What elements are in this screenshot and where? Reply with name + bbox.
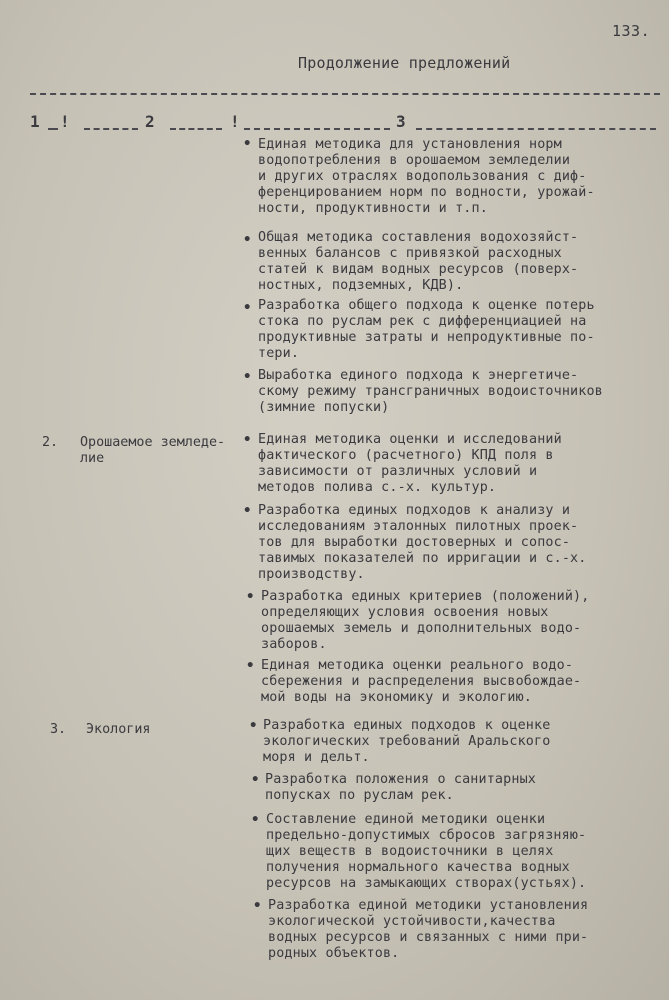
list-item: Разработка положения о санитарных попусках по руслам рек. (265, 772, 536, 803)
column-header-3: 3 (396, 112, 406, 131)
list-item: Выработка единого подхода к энергетиче- скому режиму трансграничных водоисточников (зимние попуски) (258, 368, 603, 415)
section-name: Экология (86, 722, 151, 737)
list-item: Составление единой методики оценки предельно-допустимых сбросов загрязняю- щих веществ в водоисточники в целях получения нормального качества водных ресурсов на замыкающих створах(устьях). (266, 812, 587, 891)
bullet-icon: • (246, 589, 255, 605)
page-number: 133. (612, 22, 651, 40)
column-separator: ! (60, 112, 70, 131)
column-rule (244, 128, 390, 130)
list-item: Разработка единых подходов к анализу и исследованиям эталонных пилотных проек- тов для выработки достоверных и сопос- тавимых показателей по ирригации и с.-х. производству. (258, 503, 587, 582)
bullet-icon: • (243, 369, 252, 385)
column-rule (170, 128, 222, 130)
column-rule (416, 128, 656, 130)
column-header-1: 1 (30, 112, 40, 131)
bullet-icon: • (251, 812, 260, 828)
list-item: Разработка единой методики установления экологической устойчивости,качества водных ресурсов и связанных с ними при- родных объектов. (268, 898, 589, 961)
section-number: 2. (42, 435, 59, 450)
page-title: Продолжение предложений (298, 54, 511, 72)
column-separator: ! (230, 112, 240, 131)
bullet-icon: • (243, 432, 252, 448)
bullet-icon: • (243, 503, 252, 519)
column-rule (84, 128, 138, 130)
bullet-icon: • (246, 658, 255, 674)
list-item: Единая методика оценки и исследований фактического (расчетного) КПД поля в зависимости от различных условий и методов полива с.-х. культур. (258, 432, 562, 495)
section-name: Орошаемое земледе- лие (80, 435, 226, 466)
list-item: Разработка единых подходов к оценке экологических требований Аральского моря и дельт. (263, 718, 551, 765)
bullet-icon: • (243, 136, 252, 152)
bullet-icon: • (253, 898, 262, 914)
list-item: Разработка общего подхода к оценке потерь стока по руслам рек с дифференциацией на продуктивные затраты и непродуктивные по- тери. (258, 298, 595, 361)
list-item: Разработка единых критериев (положений), определяющих условия освоения новых орошаемых земель и дополнительных водо- заборов. (261, 589, 590, 652)
bullet-icon: • (251, 772, 260, 788)
column-rule (48, 128, 58, 130)
bullet-icon: • (243, 300, 252, 316)
list-item: Общая методика составления водохозяйст- венных балансов с привязкой расходных статей к видам водных ресурсов (поверх- ностных, подземных, КДВ). (258, 230, 579, 293)
list-item: Единая методика оценки реального водо- сбережения и распределения высвобождае- мой воды на экономику и экологию. (261, 658, 582, 705)
bullet-icon: • (249, 718, 258, 734)
header-divider (30, 93, 660, 95)
section-number: 3. (50, 722, 67, 737)
bullet-icon: • (243, 232, 252, 248)
column-header-2: 2 (145, 112, 155, 131)
list-item: Единая методика для установления норм водопотребления в орошаемом земледелии и других отраслях водопользования с диф- ференцированием норм по водности, урожай- ности, продуктивности и т.п. (258, 137, 595, 216)
